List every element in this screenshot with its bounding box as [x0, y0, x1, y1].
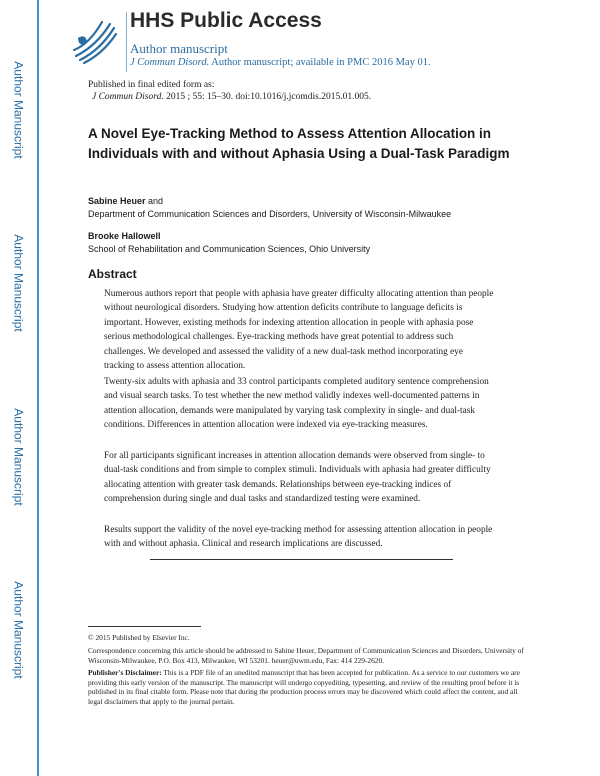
header-journal: J Commun Disord. [130, 57, 210, 68]
publication-info [88, 79, 371, 103]
hhs-eagle-logo-icon [70, 16, 120, 66]
disclaimer-label: Publisher's Disclaimer: [88, 668, 162, 677]
published-label: Published in final edited form as: [88, 80, 215, 90]
header-divider [126, 12, 127, 72]
citation-journal: J Commun Disord. [92, 92, 164, 102]
author-manuscript-label: Author manuscript [130, 41, 228, 56]
abstract-paragraph-3: For all participants significant increases in attention allocation demands were observed from single- to dual-task conditions and from simple to complex stimuli. Individuals with aphasia had greater difficulty allocating attention with greater task demands. Relationships between eye-tracking indices of comprehension during single and dual tasks and standardized testing were examined. [104, 451, 491, 505]
side-label-3: Author Manuscript [12, 408, 27, 506]
side-label-2: Author Manuscript [12, 234, 27, 332]
abstract-paragraph-1: Numerous authors report that people with aphasia have greater difficulty allocating attention than people without neurological disorders. Studying how attention deficits contribute to language deficits is important. However, existing methods for indexing attention allocation in people with aphasia pose serious methodological challenges. Eye-tracking methods have great potential to address such challenges. We developed and assessed the validity of a new dual-task method incorporating eye tracking to assess attention allocation. [104, 289, 494, 372]
author-affiliation-2: School of Rehabilitation and Communication Sciences, Ohio University [88, 243, 371, 254]
header-availability: Author manuscript; available in PMC 2016 May 01. [211, 57, 431, 68]
author-name-2: Brooke Hallowell [88, 231, 161, 241]
abstract-paragraph-4: Results support the validity of the novel eye-tracking method for assessing attention allocation in people with and without aphasia. Clinical and research implications are discussed. [104, 525, 493, 550]
citation-details: 2015 ; 55: 15–30. doi:10.1016/j.jcomdis.2015.01.005. [166, 92, 372, 102]
side-label-1: Author Manuscript [12, 61, 27, 159]
abstract-paragraph-2: Twenty-six adults with aphasia and 33 control participants completed auditory sentence comprehension and visual search tasks. To test whether the new method validly indexes well-documented patterns in attention allocation, demands were manipulated by varying task complexity in single- and dual-task conditions. Differences in attention allocation were indexed via eye-tracking measures. [104, 377, 489, 431]
publisher-disclaimer [88, 668, 528, 706]
citation [88, 91, 371, 103]
hhs-header [42, 0, 542, 72]
author-block-2 [88, 230, 370, 255]
side-divider [37, 0, 39, 776]
abstract-end-rule [150, 559, 453, 560]
abstract-heading: Abstract [88, 267, 137, 281]
footnote-rule [88, 626, 201, 627]
author-conjunction: and [148, 196, 164, 206]
author-affiliation-1: Department of Communication Sciences and Disorders, University of Wisconsin-Milwaukee [88, 208, 452, 219]
author-block-1 [88, 195, 451, 220]
author-name-1: Sabine Heuer [88, 196, 146, 206]
side-label-4: Author Manuscript [12, 581, 27, 679]
disclaimer-text: This is a PDF file of an unedited manuscript that has been accepted for publication. As a service to our customers we are providing this early version of the manuscript. The manuscript will undergo copyediting, typesetting, and review of the resulting proof before it is published in its final citable form. Please note that during the production process errors may be discovered which could affect the content, and all legal disclaimers that apply to the journal pertain. [88, 668, 520, 706]
correspondence-note: Correspondence concerning this article should be addressed to Sabine Heuer, Department of Communication Sciences and Disorders, University of Wisconsin-Milwaukee, P.O. Box 413, Milwaukee, WI 53201. heuer@uwm.edu, Fax: 414 229-2620. [88, 646, 524, 665]
article-title: A Novel Eye-Tracking Method to Assess Attention Allocation in Individuals with and without Aphasia Using a Dual-Task Paradigm [88, 126, 510, 161]
manuscript-availability [130, 57, 431, 68]
copyright: © 2015 Published by Elsevier Inc. [88, 633, 190, 642]
hhs-title: HHS Public Access [130, 9, 322, 32]
